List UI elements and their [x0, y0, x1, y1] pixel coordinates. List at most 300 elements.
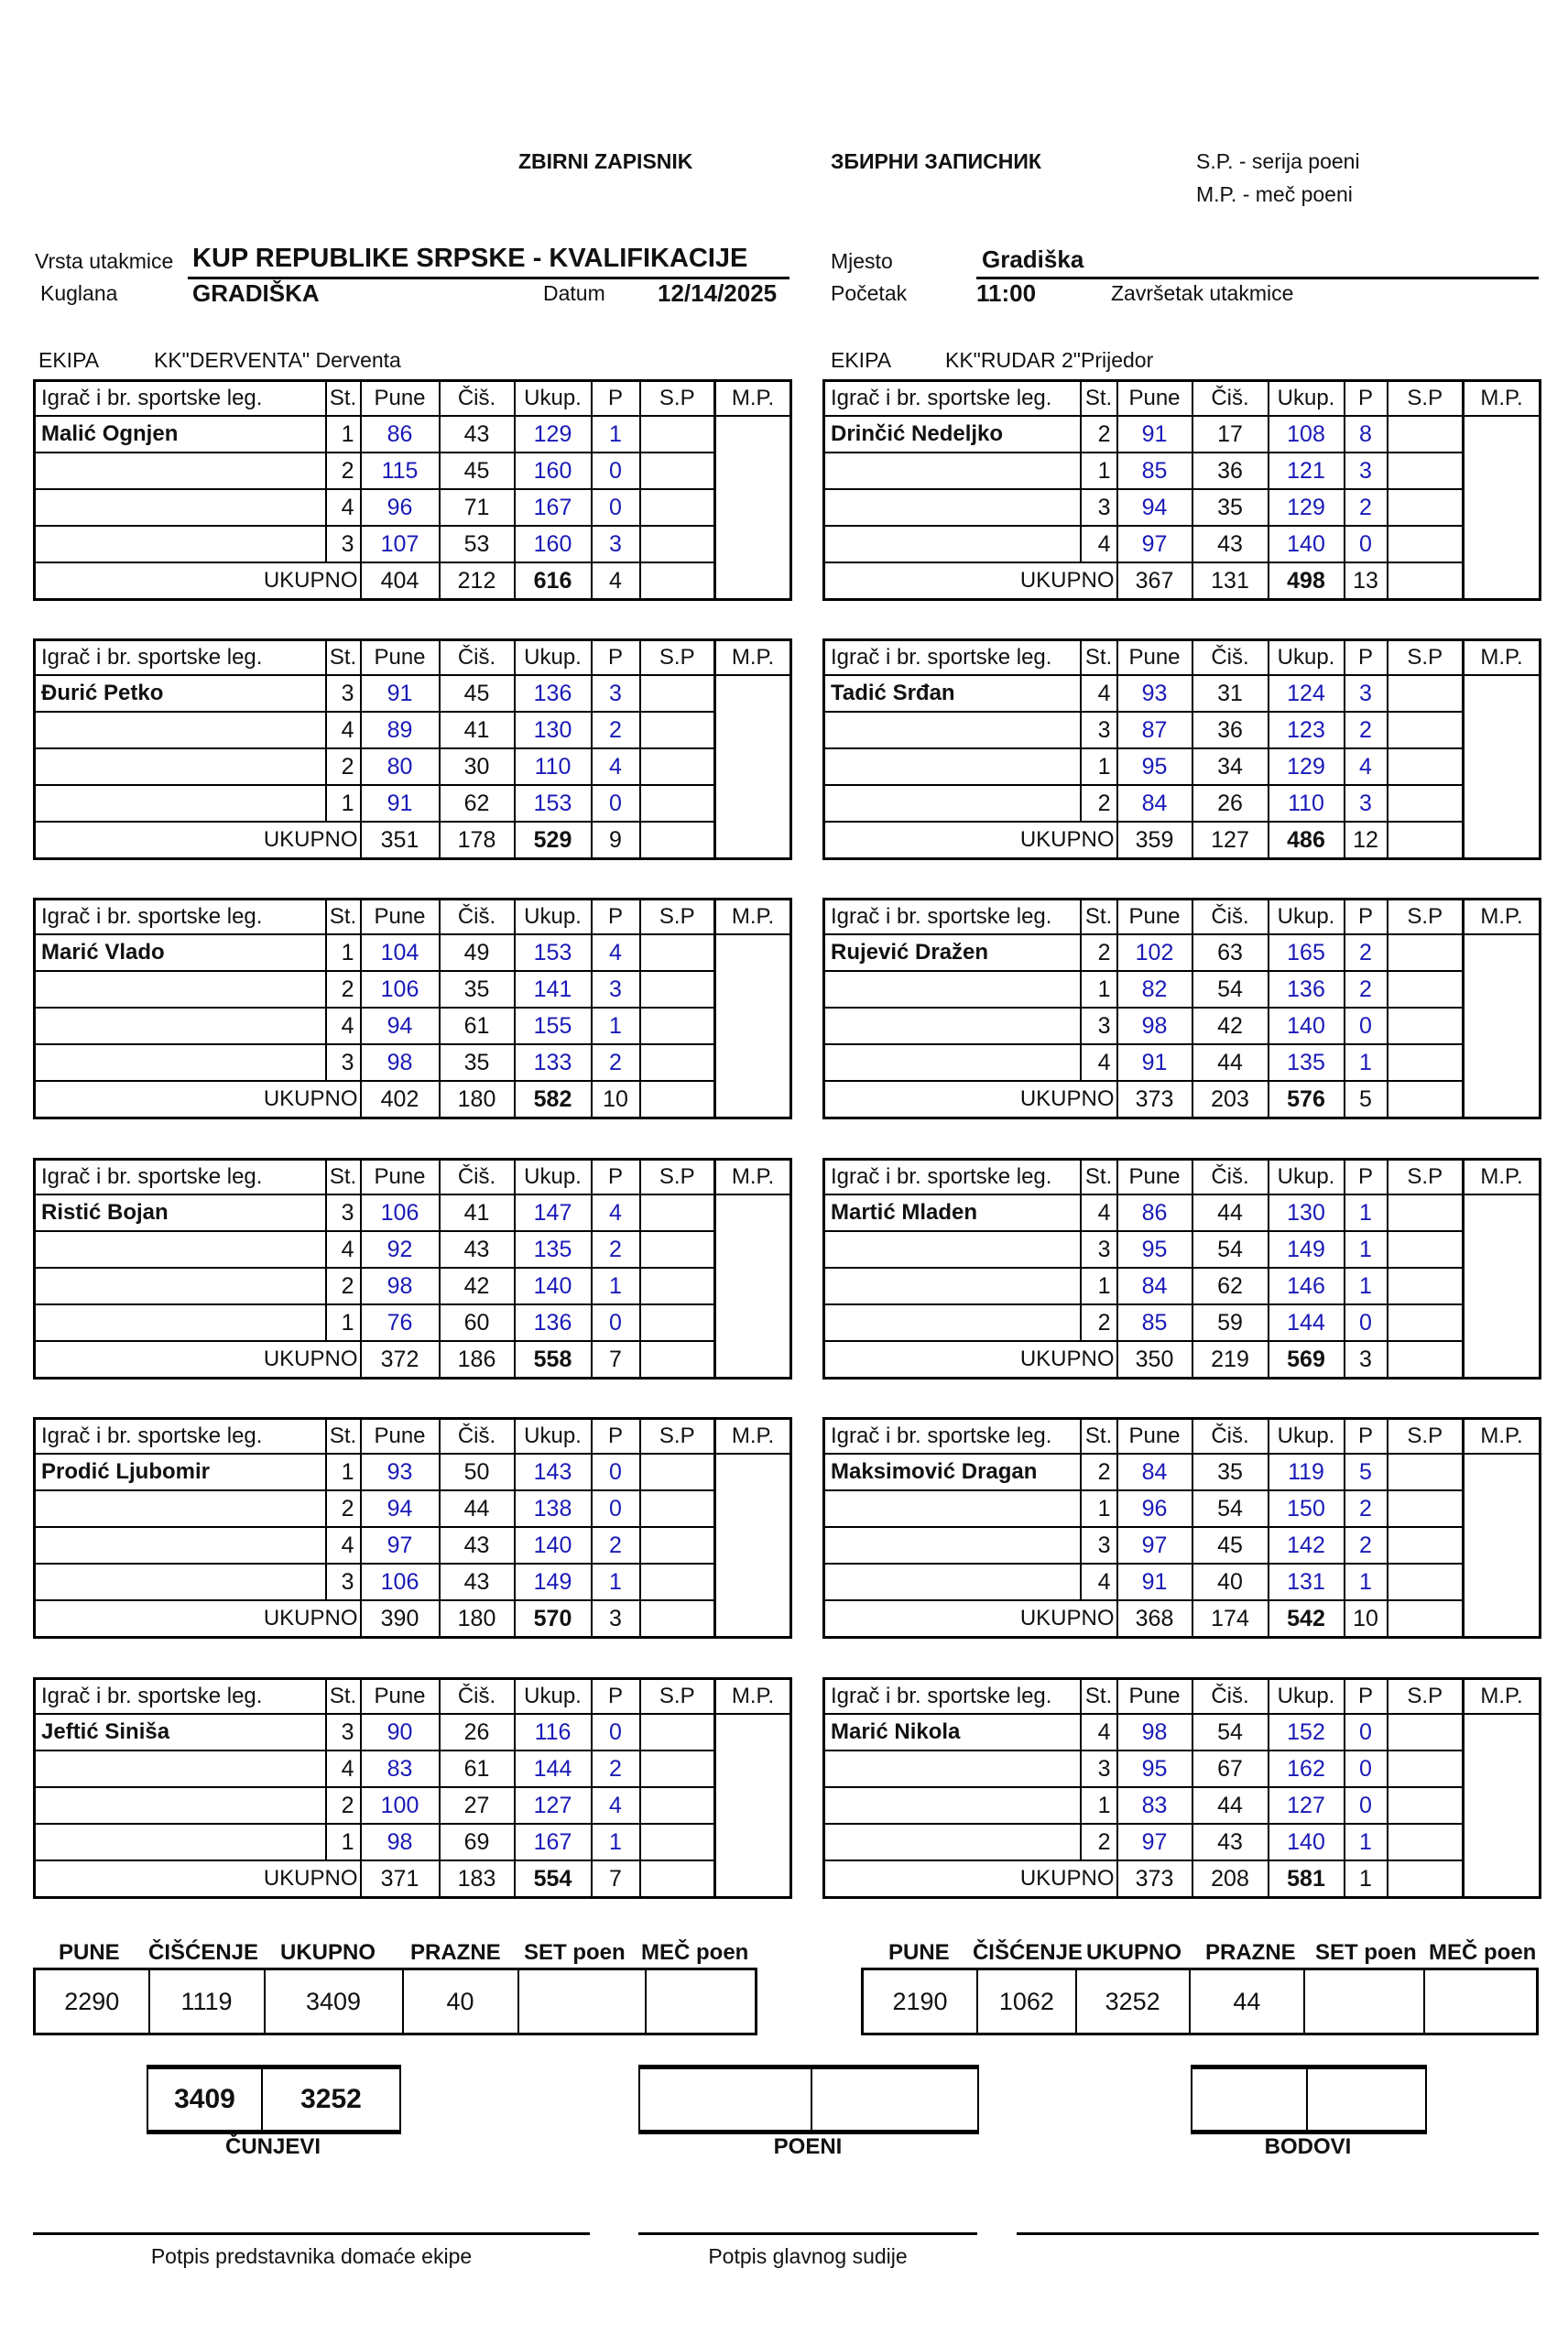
sum-set-poen[interactable] — [518, 1969, 646, 2034]
cell-sp[interactable] — [640, 1787, 715, 1824]
total-p: 5 — [1345, 1081, 1388, 1118]
cell-sp[interactable] — [640, 453, 715, 489]
table-row — [35, 1268, 791, 1304]
player-name: Rujević Dražen — [824, 934, 1081, 971]
table-row — [824, 1751, 1541, 1787]
header-col-p: P — [1345, 640, 1388, 676]
cell-sp[interactable] — [640, 526, 715, 562]
sum-ciscenje: 1062 — [977, 1969, 1076, 2034]
cell-lane: 1 — [326, 1454, 361, 1490]
sum-ukupno: 3252 — [1076, 1969, 1190, 2034]
total-p: 7 — [592, 1860, 640, 1898]
header-col-player: Igrač i br. sportske leg. — [824, 1160, 1081, 1195]
cell-sp[interactable] — [1388, 1454, 1464, 1490]
player-score-table — [33, 379, 792, 601]
cell-sp[interactable] — [640, 971, 715, 1008]
cell-lane: 1 — [326, 1304, 361, 1341]
team-away-name: KK"RUDAR 2"Prijedor — [945, 348, 1154, 372]
table-row — [824, 1527, 1541, 1564]
cell-ukup: 155 — [515, 1008, 592, 1044]
table-row — [824, 675, 1541, 712]
cell-lane: 4 — [1081, 1714, 1117, 1751]
total-p: 12 — [1345, 822, 1388, 859]
table-row — [824, 785, 1541, 822]
total-sp[interactable] — [640, 1341, 715, 1379]
cell-cis: 43 — [1192, 1824, 1269, 1860]
cell-sp[interactable] — [1388, 934, 1464, 971]
cell-lane: 1 — [326, 416, 361, 453]
total-pune: 351 — [361, 822, 440, 859]
header-col-mp: M.P. — [1464, 1419, 1541, 1455]
table-row — [35, 1490, 791, 1527]
signature-line-home-rep[interactable] — [33, 2232, 590, 2235]
header-col-cis: Čiš. — [1192, 1679, 1269, 1715]
cell-sp[interactable] — [640, 1564, 715, 1600]
cell-lane: 3 — [326, 1194, 361, 1231]
cell-pune: 98 — [361, 1824, 440, 1860]
total-sp[interactable] — [1388, 822, 1464, 859]
cell-pune: 94 — [1117, 489, 1192, 526]
player-score-table — [33, 638, 792, 860]
cell-pune: 82 — [1117, 971, 1192, 1008]
header-col-p: P — [1345, 1419, 1388, 1455]
cell-sp[interactable] — [1388, 1824, 1464, 1860]
player-name: Martić Mladen — [824, 1194, 1081, 1231]
player-score-table — [33, 1158, 792, 1380]
header-col-mp: M.P. — [715, 1419, 791, 1455]
total-pune: 371 — [361, 1860, 440, 1898]
header-col-p: P — [1345, 1679, 1388, 1715]
cell-ukup: 138 — [515, 1490, 592, 1527]
cell-sp[interactable] — [640, 1008, 715, 1044]
player-name: Maksimović Dragan — [824, 1454, 1081, 1490]
cell-pune: 76 — [361, 1304, 440, 1341]
cell-sp[interactable] — [1388, 416, 1464, 453]
cell-sp[interactable] — [1388, 1564, 1464, 1600]
cell-pune: 91 — [361, 675, 440, 712]
total-row — [35, 822, 791, 859]
table-row — [35, 1044, 791, 1081]
total-ukup: 554 — [515, 1860, 592, 1898]
player-name-empty — [35, 1564, 326, 1600]
total-cis: 131 — [1192, 562, 1269, 600]
header-col-st: St. — [1081, 640, 1117, 676]
total-cis: 183 — [440, 1860, 515, 1898]
cell-sp[interactable] — [1388, 1490, 1464, 1527]
header-col-player: Igrač i br. sportske leg. — [35, 1419, 326, 1455]
cell-sp[interactable] — [640, 489, 715, 526]
total-row — [35, 1081, 791, 1118]
cell-lane: 3 — [1081, 1231, 1117, 1268]
total-sp[interactable] — [640, 822, 715, 859]
total-sp[interactable] — [640, 1600, 715, 1638]
table-row — [35, 1751, 791, 1787]
cell-ukup: 127 — [1269, 1787, 1345, 1824]
place-value: Gradiška — [982, 245, 1084, 273]
table-row — [35, 1824, 791, 1860]
total-label: UKUPNO — [824, 822, 1117, 859]
total-cis: 178 — [440, 822, 515, 859]
total-sp[interactable] — [1388, 562, 1464, 600]
cell-cis: 54 — [1192, 1231, 1269, 1268]
cell-ukup: 144 — [515, 1751, 592, 1787]
cell-ukup: 140 — [1269, 526, 1345, 562]
header-col-cis: Čiš. — [440, 1679, 515, 1715]
cell-sp[interactable] — [1388, 1304, 1464, 1341]
summary-table-away — [861, 1968, 1539, 2035]
header-col-mp: M.P. — [1464, 900, 1541, 935]
cell-lane: 4 — [1081, 1194, 1117, 1231]
cell-sp[interactable] — [640, 1268, 715, 1304]
cell-sp[interactable] — [640, 785, 715, 822]
header-col-sp: S.P — [1388, 900, 1464, 935]
cell-p: 1 — [592, 1268, 640, 1304]
cell-ukup: 108 — [1269, 416, 1345, 453]
header-col-ukup: Ukup. — [1269, 640, 1345, 676]
cell-p: 2 — [592, 1044, 640, 1081]
cell-mp[interactable] — [715, 1454, 791, 1638]
total-sp[interactable] — [1388, 1860, 1464, 1898]
cell-sp[interactable] — [1388, 1527, 1464, 1564]
cell-pune: 97 — [1117, 1527, 1192, 1564]
player-name-empty — [824, 489, 1081, 526]
cell-sp[interactable] — [1388, 971, 1464, 1008]
cell-sp[interactable] — [1388, 675, 1464, 712]
cell-ukup: 160 — [515, 526, 592, 562]
cell-pune: 83 — [1117, 1787, 1192, 1824]
cell-cis: 69 — [440, 1824, 515, 1860]
cell-pune: 98 — [1117, 1714, 1192, 1751]
cell-cis: 62 — [1192, 1268, 1269, 1304]
cell-sp[interactable] — [640, 1824, 715, 1860]
total-label: UKUPNO — [824, 1860, 1117, 1898]
header-col-sp: S.P — [1388, 381, 1464, 417]
cell-pune: 84 — [1117, 1268, 1192, 1304]
cell-sp[interactable] — [640, 712, 715, 748]
cell-sp[interactable] — [640, 416, 715, 453]
cell-sp[interactable] — [640, 1044, 715, 1081]
cell-pune: 84 — [1117, 785, 1192, 822]
player-name-empty — [824, 971, 1081, 1008]
cell-lane: 3 — [326, 1714, 361, 1751]
header-col-st: St. — [1081, 1160, 1117, 1195]
team-home-label: EKIPA — [38, 348, 100, 372]
cell-lane: 1 — [326, 785, 361, 822]
total-ukup: 558 — [515, 1341, 592, 1379]
cell-lane: 1 — [1081, 1268, 1117, 1304]
total-sp[interactable] — [1388, 1600, 1464, 1638]
total-label: UKUPNO — [824, 1600, 1117, 1638]
total-label: UKUPNO — [824, 1341, 1117, 1379]
total-pune: 359 — [1117, 822, 1192, 859]
sum-prazne: 44 — [1190, 1969, 1305, 2034]
total-ukup: 616 — [515, 562, 592, 600]
cunjevi-box — [147, 2065, 401, 2134]
header-col-pune: Pune — [361, 900, 440, 935]
table-row — [824, 971, 1541, 1008]
header-col-cis: Čiš. — [440, 1160, 515, 1195]
table-row — [824, 1714, 1541, 1751]
total-cis: 212 — [440, 562, 515, 600]
total-p: 3 — [1345, 1341, 1388, 1379]
header-col-p: P — [592, 1419, 640, 1455]
cell-cis: 35 — [440, 1044, 515, 1081]
header-col-ukup: Ukup. — [1269, 1419, 1345, 1455]
cell-sp[interactable] — [640, 1194, 715, 1231]
total-p: 1 — [1345, 1860, 1388, 1898]
cell-p: 1 — [1345, 1268, 1388, 1304]
header-col-p: P — [592, 381, 640, 417]
total-row — [824, 1081, 1541, 1118]
cell-cis: 43 — [440, 1231, 515, 1268]
cell-ukup: 129 — [515, 416, 592, 453]
bodovi-box — [1191, 2065, 1427, 2134]
player-name-empty — [35, 1490, 326, 1527]
cell-lane: 1 — [1081, 748, 1117, 785]
cell-sp[interactable] — [1388, 526, 1464, 562]
cell-sp[interactable] — [640, 1304, 715, 1341]
cell-pune: 97 — [361, 1527, 440, 1564]
cell-p: 0 — [1345, 1787, 1388, 1824]
cell-p: 2 — [1345, 712, 1388, 748]
cell-sp[interactable] — [640, 1714, 715, 1751]
cell-ukup: 127 — [515, 1787, 592, 1824]
cell-sp[interactable] — [1388, 1231, 1464, 1268]
cell-mp[interactable] — [1464, 1194, 1541, 1379]
cell-mp[interactable] — [1464, 675, 1541, 859]
header-col-st: St. — [1081, 900, 1117, 935]
bodovi-home[interactable] — [1192, 2067, 1307, 2132]
cell-mp[interactable] — [1464, 1454, 1541, 1638]
cell-sp[interactable] — [1388, 748, 1464, 785]
cell-lane: 1 — [1081, 453, 1117, 489]
cell-mp[interactable] — [715, 675, 791, 859]
cell-ukup: 119 — [1269, 1454, 1345, 1490]
cell-sp[interactable] — [1388, 453, 1464, 489]
cell-cis: 40 — [1192, 1564, 1269, 1600]
sum-set-poen[interactable] — [1304, 1969, 1423, 2034]
table-row — [35, 748, 791, 785]
cell-ukup: 140 — [1269, 1824, 1345, 1860]
player-name-empty — [824, 1824, 1081, 1860]
player-score-table — [822, 379, 1541, 601]
sum-header-mec-poen: MEČ poen — [641, 1940, 749, 1965]
start-value: 11:00 — [976, 279, 1037, 307]
cell-pune: 115 — [361, 453, 440, 489]
cell-mp[interactable] — [715, 416, 791, 600]
total-ukup: 576 — [1269, 1081, 1345, 1118]
cell-ukup: 140 — [515, 1268, 592, 1304]
cell-sp[interactable] — [1388, 489, 1464, 526]
cell-sp[interactable] — [640, 748, 715, 785]
cell-mp[interactable] — [1464, 416, 1541, 600]
cell-ukup: 167 — [515, 489, 592, 526]
total-ukup: 529 — [515, 822, 592, 859]
cell-mp[interactable] — [1464, 934, 1541, 1118]
cell-mp[interactable] — [1464, 1714, 1541, 1898]
signature-line-extra[interactable] — [1017, 2232, 1539, 2235]
cell-cis: 71 — [440, 489, 515, 526]
cell-pune: 86 — [1117, 1194, 1192, 1231]
total-pune: 368 — [1117, 1600, 1192, 1638]
header-col-player: Igrač i br. sportske leg. — [35, 1160, 326, 1195]
cell-sp[interactable] — [1388, 1787, 1464, 1824]
total-cis: 219 — [1192, 1341, 1269, 1379]
cell-lane: 1 — [326, 934, 361, 971]
header-col-sp: S.P — [1388, 1679, 1464, 1715]
player-name: Tadić Srđan — [824, 675, 1081, 712]
cell-ukup: 153 — [515, 934, 592, 971]
header-col-pune: Pune — [1117, 1679, 1192, 1715]
cell-p: 2 — [592, 1527, 640, 1564]
cell-cis: 44 — [1192, 1194, 1269, 1231]
total-ukup: 486 — [1269, 822, 1345, 859]
player-score-table — [33, 1677, 792, 1899]
player-name-empty — [35, 489, 326, 526]
header-col-player: Igrač i br. sportske leg. — [824, 1679, 1081, 1715]
header-col-p: P — [1345, 381, 1388, 417]
total-sp[interactable] — [1388, 1081, 1464, 1118]
sum-mec-poen[interactable] — [646, 1969, 757, 2034]
poeni-label: POENI — [773, 2134, 843, 2159]
cell-p: 4 — [592, 1787, 640, 1824]
total-sp[interactable] — [640, 1860, 715, 1898]
sum-prazne: 40 — [403, 1969, 518, 2034]
header-col-ukup: Ukup. — [515, 1419, 592, 1455]
header-col-p: P — [592, 900, 640, 935]
total-row — [35, 562, 791, 600]
cell-ukup: 123 — [1269, 712, 1345, 748]
table-row — [35, 416, 791, 453]
venue-value: GRADIŠKA — [192, 279, 320, 307]
cell-ukup: 140 — [1269, 1008, 1345, 1044]
cell-sp[interactable] — [640, 1454, 715, 1490]
player-score-table — [33, 1417, 792, 1639]
cell-cis: 67 — [1192, 1751, 1269, 1787]
cell-lane: 2 — [1081, 1304, 1117, 1341]
cell-pune: 104 — [361, 934, 440, 971]
cell-ukup: 153 — [515, 785, 592, 822]
total-sp[interactable] — [640, 562, 715, 600]
header-col-st: St. — [326, 900, 361, 935]
cell-lane: 1 — [326, 1824, 361, 1860]
cell-lane: 3 — [1081, 1527, 1117, 1564]
cell-p: 1 — [1345, 1194, 1388, 1231]
player-name-empty — [824, 1490, 1081, 1527]
header-col-pune: Pune — [1117, 900, 1192, 935]
sum-header-set-poen: SET poen — [1315, 1940, 1417, 1965]
cell-p: 8 — [1345, 416, 1388, 453]
cell-lane: 3 — [1081, 489, 1117, 526]
poeni-home[interactable] — [639, 2067, 811, 2132]
cell-sp[interactable] — [1388, 1008, 1464, 1044]
cell-lane: 4 — [1081, 1044, 1117, 1081]
signature-line-referee[interactable] — [638, 2232, 977, 2235]
cell-sp[interactable] — [640, 1231, 715, 1268]
cell-sp[interactable] — [1388, 1751, 1464, 1787]
table-row — [824, 748, 1541, 785]
header-col-ukup: Ukup. — [1269, 1160, 1345, 1195]
cell-p: 2 — [592, 712, 640, 748]
bodovi-away[interactable] — [1307, 2067, 1426, 2132]
cell-cis: 35 — [1192, 1454, 1269, 1490]
player-name-empty — [824, 712, 1081, 748]
cell-cis: 54 — [1192, 1490, 1269, 1527]
cell-sp[interactable] — [1388, 1268, 1464, 1304]
cell-sp[interactable] — [1388, 1714, 1464, 1751]
cell-sp[interactable] — [640, 675, 715, 712]
cell-pune: 91 — [1117, 1044, 1192, 1081]
cell-p: 2 — [1345, 971, 1388, 1008]
cunjevi-label: ČUNJEVI — [224, 2134, 321, 2159]
table-row — [35, 526, 791, 562]
total-row — [824, 1600, 1541, 1638]
cell-p: 0 — [592, 453, 640, 489]
cell-ukup: 136 — [515, 1304, 592, 1341]
cell-pune: 98 — [1117, 1008, 1192, 1044]
sum-mec-poen[interactable] — [1424, 1969, 1538, 2034]
player-name-empty — [35, 971, 326, 1008]
date-value: 12/14/2025 — [658, 279, 778, 307]
place-label: Mjesto — [831, 249, 893, 273]
cell-cis: 45 — [440, 675, 515, 712]
cell-sp[interactable] — [640, 1751, 715, 1787]
date-label: Datum — [543, 281, 605, 305]
total-sp[interactable] — [1388, 1341, 1464, 1379]
player-name-empty — [824, 785, 1081, 822]
cell-ukup: 160 — [515, 453, 592, 489]
table-row — [35, 1194, 791, 1231]
total-sp[interactable] — [640, 1081, 715, 1118]
cell-mp[interactable] — [715, 934, 791, 1118]
header-col-cis: Čiš. — [440, 640, 515, 676]
cell-pune: 86 — [361, 416, 440, 453]
cell-cis: 41 — [440, 712, 515, 748]
table-row — [824, 1304, 1541, 1341]
cell-p: 1 — [1345, 1824, 1388, 1860]
cell-p: 0 — [592, 1490, 640, 1527]
header-col-ukup: Ukup. — [515, 1679, 592, 1715]
cell-ukup: 144 — [1269, 1304, 1345, 1341]
table-header-row — [35, 1419, 791, 1455]
sum-header-ciscenje — [972, 1940, 1083, 1966]
cell-sp[interactable] — [1388, 1044, 1464, 1081]
cell-mp[interactable] — [715, 1194, 791, 1379]
cell-lane: 2 — [1081, 416, 1117, 453]
cell-sp[interactable] — [1388, 712, 1464, 748]
cell-sp[interactable] — [640, 934, 715, 971]
cell-pune: 97 — [1117, 526, 1192, 562]
cell-pune: 95 — [1117, 1751, 1192, 1787]
table-header-row — [824, 640, 1541, 676]
sum-header-mec-poen: MEČ poen — [1429, 1940, 1537, 1965]
cell-pune: 98 — [361, 1044, 440, 1081]
total-label: UKUPNO — [35, 562, 361, 600]
sum-header-ciscenje-text: ČIŠĆENJE — [972, 1940, 1083, 1965]
total-label: UKUPNO — [824, 1081, 1117, 1118]
player-name-empty — [824, 748, 1081, 785]
cell-ukup: 149 — [515, 1564, 592, 1600]
cell-sp[interactable] — [640, 1527, 715, 1564]
cell-sp[interactable] — [1388, 785, 1464, 822]
cunjevi-away: 3252 — [262, 2067, 400, 2132]
header-col-sp: S.P — [640, 900, 715, 935]
cell-sp[interactable] — [640, 1490, 715, 1527]
cell-lane: 4 — [326, 712, 361, 748]
poeni-away[interactable] — [811, 2067, 978, 2132]
cell-mp[interactable] — [715, 1714, 791, 1898]
cell-sp[interactable] — [1388, 1194, 1464, 1231]
